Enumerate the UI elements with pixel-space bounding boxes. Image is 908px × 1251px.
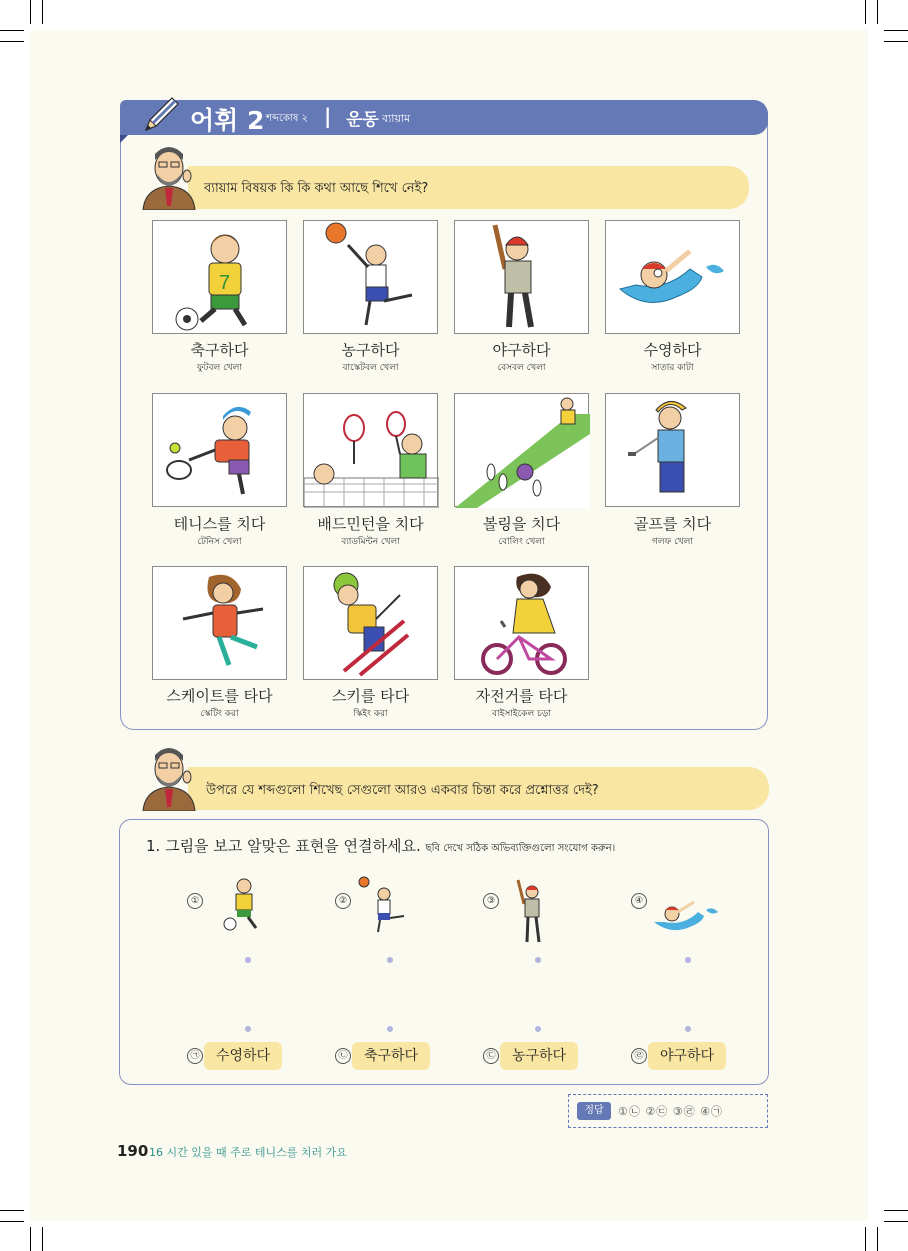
- vocab-card-skating: [152, 566, 287, 680]
- golf-icon: [606, 394, 741, 508]
- vocab-card-baseball: [454, 220, 589, 334]
- title-separator: |: [324, 104, 332, 128]
- vocab-card-bowling: [454, 393, 589, 507]
- answer-text: ①㉡ ②㉢ ③㉣ ④㉠: [618, 1105, 723, 1118]
- match-dot[interactable]: [245, 1026, 251, 1032]
- vocab-bengali: স্কিইং করা: [353, 709, 388, 719]
- crop-mark: [877, 1227, 878, 1251]
- option-label[interactable]: 야구하다: [648, 1042, 726, 1070]
- answer-badge: 정답: [577, 1102, 611, 1120]
- match-dot[interactable]: [685, 1026, 691, 1032]
- vocab-card-bicycle: [454, 566, 589, 680]
- vocab-card-badminton: [303, 393, 438, 507]
- crop-mark: [884, 1221, 908, 1222]
- skiing-icon: [304, 567, 439, 681]
- basketball-icon: [356, 876, 410, 934]
- item-number: ①: [187, 893, 203, 909]
- crop-mark: [884, 30, 908, 31]
- match-dot[interactable]: [245, 957, 251, 963]
- crop-mark: [884, 1210, 908, 1211]
- question-korean: 1. 그림을 보고 알맞은 표현을 연결하세요.: [146, 837, 421, 855]
- crop-mark: [42, 0, 43, 24]
- pencil-icon: [140, 96, 180, 136]
- item-number: ②: [335, 893, 351, 909]
- question-text: [146, 835, 615, 858]
- swimming-icon: [606, 221, 741, 335]
- crop-mark: [30, 1227, 31, 1251]
- teacher-icon: [139, 140, 199, 210]
- option-label[interactable]: 축구하다: [352, 1042, 430, 1070]
- vocab-bengali: সাতার কাটা: [651, 363, 694, 373]
- vocab-card-swimming: [605, 220, 740, 334]
- option-mark: ㉡: [335, 1048, 351, 1064]
- section-title-bengali: শব্দকোষ ২: [266, 113, 309, 124]
- vocab-korean: 축구하다: [190, 341, 249, 359]
- baseball-icon: [455, 221, 590, 335]
- vocab-korean: 골프를 치다: [633, 515, 712, 533]
- baseball-icon: [512, 878, 552, 944]
- item-number: ③: [483, 893, 499, 909]
- option-label[interactable]: 농구하다: [500, 1042, 578, 1070]
- section-topic-bengali: ব্যায়াম: [382, 112, 411, 125]
- tennis-icon: [153, 394, 288, 508]
- badminton-icon: [304, 394, 439, 508]
- vocab-korean: 수영하다: [643, 341, 702, 359]
- vocab-korean: 테니스를 치다: [173, 515, 266, 533]
- match-dot[interactable]: [535, 1026, 541, 1032]
- option-mark: ㉠: [187, 1048, 203, 1064]
- crop-mark: [0, 41, 24, 42]
- vocab-bengali: স্কেটিং করা: [200, 709, 239, 719]
- basketball-icon: [304, 221, 439, 335]
- crop-mark: [865, 0, 866, 24]
- section-topic: 운동: [346, 110, 379, 130]
- vocab-bengali: বেসবল খেলা: [497, 363, 546, 373]
- match-dot[interactable]: [387, 1026, 393, 1032]
- practice-speech-text: উপরে যে শব্দগুলো শিখেছ সেগুলো আরও একবার চিন্তা করে প্রশ্নোত্তর দেই?: [206, 783, 599, 798]
- vocab-korean: 스키를 타다: [331, 687, 410, 705]
- crop-mark: [30, 0, 31, 24]
- match-dot[interactable]: [685, 957, 691, 963]
- option-label[interactable]: 수영하다: [204, 1042, 282, 1070]
- bicycle-icon: [455, 567, 590, 681]
- vocab-korean: 자전거를 타다: [475, 687, 568, 705]
- crop-mark: [0, 30, 24, 31]
- crop-mark: [0, 1221, 24, 1222]
- option-mark: ㉢: [483, 1048, 499, 1064]
- vocab-korean: 배드민턴을 치다: [317, 515, 424, 533]
- swimming-icon: [652, 896, 720, 936]
- intro-speech-text: ব্যায়াম বিষয়ক কি কি কথা আছে শিখে নেই?: [204, 181, 429, 196]
- option-mark: ㉣: [631, 1048, 647, 1064]
- vocab-bengali: টেনিস খেলা: [197, 537, 242, 547]
- vocab-bengali: বোলিং খেলা: [498, 537, 545, 547]
- vocab-card-skiing: [303, 566, 438, 680]
- vocab-bengali: বাস্কেটবল খেলা: [342, 363, 399, 373]
- vocab-card-basketball: [303, 220, 438, 334]
- crop-mark: [0, 1210, 24, 1211]
- item-number: ④: [631, 893, 647, 909]
- vocab-korean: 야구하다: [492, 341, 551, 359]
- vocab-card-golf: [605, 393, 740, 507]
- vocab-bengali: বাইসাইকেল চড়া: [492, 709, 551, 719]
- match-dot[interactable]: [535, 957, 541, 963]
- crop-mark: [865, 1227, 866, 1251]
- crop-mark: [42, 1227, 43, 1251]
- vocab-bengali: ফুটবল খেলা: [197, 363, 242, 373]
- vocab-bengali: গলফ খেলা: [652, 537, 693, 547]
- question-bengali: ছবি দেখে সঠিক অভিব্যক্তিগুলো সংযোগ করুন।: [425, 843, 616, 854]
- match-dot[interactable]: [387, 957, 393, 963]
- vocab-korean: 볼링을 치다: [482, 515, 561, 533]
- crop-mark: [877, 0, 878, 24]
- section-title: 어휘 2: [190, 106, 265, 135]
- header-notch: [120, 135, 128, 143]
- bowling-icon: [455, 394, 590, 508]
- skating-icon: [153, 567, 288, 681]
- soccer-icon: [153, 221, 288, 335]
- soccer-icon: [222, 876, 266, 932]
- vocab-card-tennis: [152, 393, 287, 507]
- svg-text:7: 7: [219, 272, 231, 294]
- teacher-icon: [139, 741, 199, 811]
- crop-mark: [884, 41, 908, 42]
- vocab-bengali: ব্যাডমিন্টন খেলা: [341, 537, 400, 547]
- page-number: 190: [117, 1142, 149, 1160]
- vocab-korean: 스케이트를 타다: [166, 687, 273, 705]
- vocab-card-soccer: [152, 220, 287, 334]
- chapter-title: 16 시간 있을 때 주로 테니스를 치러 가요: [149, 1146, 347, 1159]
- vocab-korean: 농구하다: [341, 341, 400, 359]
